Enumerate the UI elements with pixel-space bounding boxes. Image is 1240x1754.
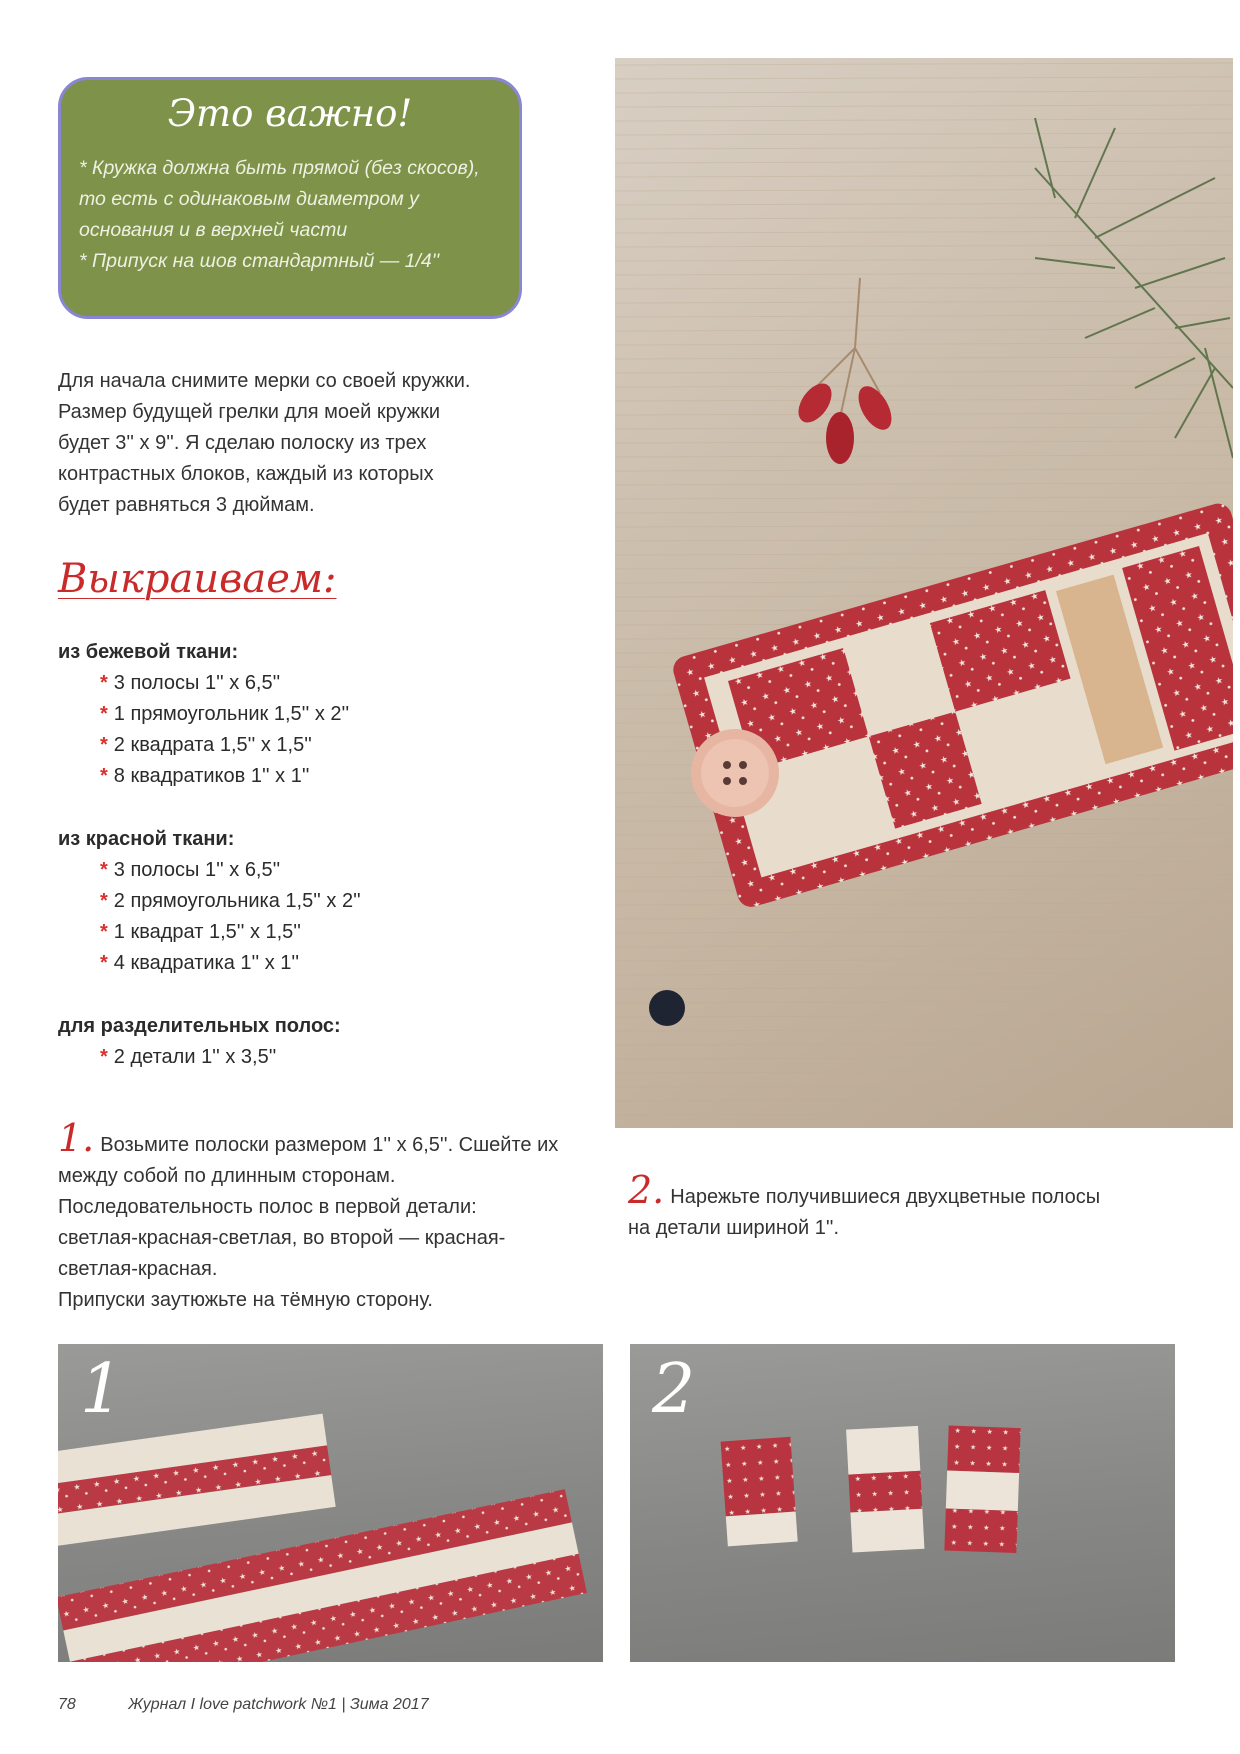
bullet-star: * [100, 765, 108, 787]
bullet-star: * [100, 890, 108, 912]
list-item [58, 699, 349, 730]
item-text: 2 детали 1'' x 3,5'' [113, 1046, 277, 1068]
bullet-star: * [100, 703, 108, 725]
intro-line: Для начала снимите мерки со своей кружки. [58, 370, 471, 392]
list-item [58, 886, 361, 917]
step-line: между собой по длинным сторонам. [58, 1165, 396, 1187]
step-line: светлая-красная. [58, 1258, 218, 1280]
cutting-group-red [58, 823, 361, 979]
group-title: из красной ткани: [58, 828, 235, 850]
list-item [58, 730, 349, 761]
item-text: 8 квадратиков 1'' x 1'' [113, 765, 310, 787]
journal-info: Журнал I love patchwork №1 | Зима 2017 [128, 1696, 429, 1713]
intro-paragraph [58, 366, 528, 521]
list-item [58, 917, 361, 948]
group-title: для разделительных полос: [58, 1015, 341, 1037]
step-number: 2. [628, 1168, 665, 1212]
step-line: светлая-красная-светлая, во второй — красная- [58, 1227, 506, 1249]
step-line: на детали шириной 1''. [628, 1217, 840, 1239]
step-line: Последовательность полос в первой детали: [58, 1196, 477, 1218]
intro-line: Размер будущей грелки для моей кружки [58, 401, 441, 423]
item-text: 2 квадрата 1,5'' x 1,5'' [113, 734, 312, 756]
list-item [58, 668, 349, 699]
bullet-star: * [100, 734, 108, 756]
step-2-text [628, 1168, 1101, 1244]
important-note-box [58, 77, 522, 319]
step-number: 1. [58, 1116, 95, 1160]
step-1-photo [58, 1344, 603, 1662]
list-item [58, 948, 361, 979]
note-line: то есть с одинаковым диаметром у [79, 188, 419, 210]
step-line-text: Возьмите полоски размером 1'' x 6,5''. Сшейте их [100, 1134, 559, 1156]
page-number: 78 [58, 1696, 76, 1713]
group-title: из бежевой ткани: [58, 641, 239, 663]
page-footer [58, 1696, 429, 1714]
list-item [58, 855, 361, 886]
step-line [58, 1116, 559, 1161]
list-item [58, 761, 349, 792]
intro-line: будет 3'' x 9''. Я сделаю полоску из трех [58, 432, 427, 454]
step-1-text [58, 1116, 559, 1316]
item-text: 1 квадрат 1,5'' x 1,5'' [113, 921, 301, 943]
wooden-button [691, 729, 779, 817]
step-2-photo [630, 1344, 1175, 1662]
item-text: 3 полосы 1'' x 6,5'' [113, 672, 281, 694]
item-text: 2 прямоугольника 1,5'' x 2'' [113, 890, 361, 912]
intro-line: будет равняться 3 дюймам. [58, 494, 315, 516]
hero-illustration [615, 58, 1233, 1128]
step-line [628, 1168, 1101, 1213]
cutting-heading: Выкраиваем: [58, 556, 337, 602]
strips-illustration [58, 1344, 603, 1662]
note-line: * Припуск на шов стандартный — 1/4'' [79, 250, 440, 272]
photo-number: 1 [80, 1350, 124, 1429]
hero-photo [615, 58, 1233, 1128]
step-line: Припуски заутюжьте на тёмную сторону. [58, 1289, 433, 1311]
note-line: * Кружка должна быть прямой (без скосов), [79, 157, 480, 179]
list-item [58, 1042, 341, 1073]
item-text: 1 прямоугольник 1,5'' x 2'' [113, 703, 350, 725]
dark-berry [649, 990, 685, 1026]
cutting-group-separators [58, 1010, 341, 1073]
bullet-star: * [100, 952, 108, 974]
pieces-illustration [630, 1344, 1175, 1662]
photo-number: 2 [652, 1350, 696, 1429]
item-text: 4 квадратика 1'' x 1'' [113, 952, 300, 974]
note-title: Это важно! [167, 92, 413, 135]
step-line-text: Нарежьте получившиеся двухцветные полосы [670, 1186, 1101, 1208]
note-line: основания и в верхней части [79, 219, 348, 241]
bullet-star: * [100, 859, 108, 881]
intro-line: контрастных блоков, каждый из которых [58, 463, 434, 485]
cutting-group-beige [58, 636, 349, 792]
item-text: 3 полосы 1'' x 6,5'' [113, 859, 281, 881]
bullet-star: * [100, 1046, 108, 1068]
bullet-star: * [100, 921, 108, 943]
bullet-star: * [100, 672, 108, 694]
